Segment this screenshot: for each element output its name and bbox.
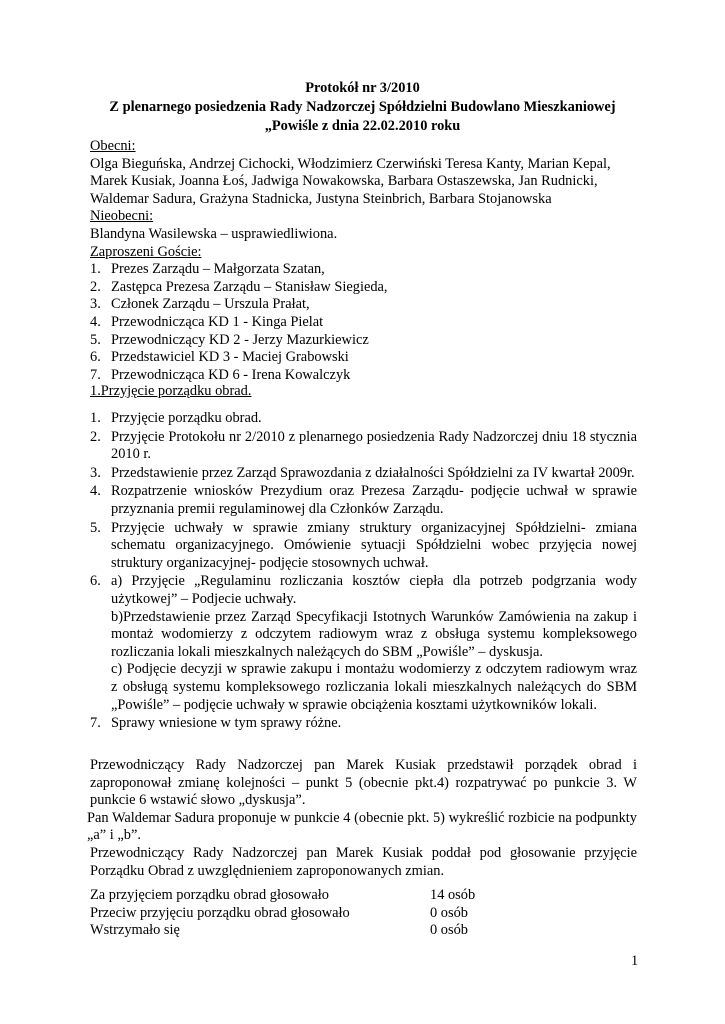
absent-text: Blandyna Wasilewska – usprawiedliwiona.: [90, 225, 338, 242]
list-item: 5. Przewodniczący KD 2 - Jerzy Mazurkiewicz: [90, 331, 369, 348]
guests-list: [90, 261, 637, 384]
agenda-subitem-a: a) Przyjęcie „Regulaminu rozliczania kosztów ciepła dla potrzeb podgrzania wody użytkowej” – Podjecie uchwały.: [111, 573, 637, 607]
guests-label: Zaproszeni Goście:: [90, 243, 202, 260]
protocol-title: Protokół nr 3/2010: [305, 80, 420, 96]
agenda-item: 7. Sprawy wniesione w tym sprawy różne.: [90, 715, 342, 732]
present-line: Olga Bieguńska, Andrzej Cichocki, Włodzimierz Czerwiński Teresa Kanty, Marian Kepal,: [90, 155, 611, 172]
paragraph-sadura-proposal: Pan Waldemar Sadura proponuje w punkcie 4 (obecnie pkt. 5) wykreślić rozbicie na podpunkty „a” i „b”.: [87, 809, 637, 844]
agenda-section: [90, 410, 637, 734]
absent-label: Nieobecni:: [90, 208, 154, 225]
agenda-list: [90, 410, 637, 733]
agenda-item: 5. Przyjęcie uchwały w sprawie zmiany struktury organizacyjnej Spółdzielni- zmiana schematu organizacyjnego. Omówienie sytuacji Spółdzielni wobec przyjęcia nowej struktury organizacyjnej- podjęcie stosownych uchwał.: [90, 519, 637, 571]
agenda-item: 1. Przyjęcie porządku obrad.: [90, 410, 262, 426]
agenda-subitem-c: c) Podjęcie decyzji w sprawie zakupu i montażu wodomierzy z odczytem radiowym wraz z obsługą systemu kompleksowego rozliczania lokali mieszkalnych należących do SBM „Powiśle” – podjęcie uchwały w sprawie obciążenia kosztami użytkowników lokali.: [111, 661, 637, 713]
agenda-item: 4. Rozpatrzenie wniosków Prezydium oraz Prezesa Zarządu- podjęcie uchwał w sprawie przyznania premii regulaminowej dla Członków Zarządu.: [90, 483, 637, 517]
list-item: 4. Przewodnicząca KD 1 - Kinga Pielat: [90, 313, 324, 330]
vote-results: [90, 887, 510, 940]
list-item: 3. Członek Zarządu – Urszula Prałat,: [90, 296, 310, 313]
agenda-item: 6. a) Przyjęcie „Regulaminu rozliczania kosztów ciepła dla potrzeb podgrzania wody użytkowej” – Podjecie uchwały. b)Przedstawienie przez Zarząd Specyfikacji Istotnych Warunków Zamówienia na zakup i montaż wodomierzy z odczytem radiowym wraz z obsługa systemu kompleksowego rozliczania lokali mieszkalnych należących do SBM „Powiśle” – dyskusja. c) Podjęcie decyzji w sprawie zakupu i montażu wodomierzy z odczytem radiowym wraz z obsługą systemu kompleksowego rozliczania lokali mieszkalnych należących do SBM „Powiśle” – podjęcie uchwały w sprawie obciążenia kosztami użytkowników lokali.: [90, 573, 637, 713]
list-item: 2. Zastępca Prezesa Zarządu – Stanisław Siegieda,: [90, 278, 388, 295]
paragraph-vote-call: Przewodniczący Rady Nadzorczej pan Marek Kusiak poddał pod głosowanie przyjęcie Porządku Obrad z uwzględnieniem zaproponowanych zmian.: [90, 844, 637, 879]
section-1-heading: 1.Przyjęcie porządku obrad.: [90, 383, 252, 399]
vote-row: Wstrzymało się 0 osób: [90, 922, 468, 939]
paragraph-chairman-proposal: Przewodniczący Rady Nadzorczej pan Marek Kusiak przedstawił porządek obrad i zaproponował zmianę kolejności – punkt 5 (obecnie pkt.4) rozpatrywać po punkcie 3. W punkcie 6 wstawić słowo „dyskusja”.: [90, 757, 637, 809]
vote-row: Przeciw przyjęciu porządku obrad głosowało 0 osób: [90, 904, 468, 921]
protocol-subtitle: Z plenarnego posiedzenia Rady Nadzorczej Spółdzielni Budowlano Mieszkaniowej: [109, 99, 616, 115]
agenda-item: 2. Przyjęcie Protokołu nr 2/2010 z plenarnego posiedzenia Rady Nadzorczej dniu 18 stycznia 2010 r.: [90, 428, 637, 463]
page-number: 1: [631, 953, 639, 969]
present-line: Marek Kusiak, Joanna Łoś, Jadwiga Nowakowska, Barbara Ostaszewska, Jan Rudnicki,: [90, 173, 598, 190]
agenda-subitem-b: b)Przedstawienie przez Zarząd Specyfikacji Istotnych Warunków Zamówienia na zakup i montaż wodomierzy z odczytem radiowym wraz z obsługa systemu kompleksowego rozliczania lokali mieszkalnych należących do SBM „Powiśle” – dyskusja.: [111, 608, 637, 660]
list-item: 6. Przedstawiciel KD 3 - Maciej Grabowski: [90, 349, 349, 366]
present-line: Waldemar Sadura, Grażyna Stadnicka, Justyna Steinbrich, Barbara Stojanowska: [90, 190, 552, 207]
present-label: Obecni:: [90, 138, 136, 154]
list-item: 7. Przewodnicząca KD 6 - Irena Kowalczyk: [90, 366, 351, 383]
vote-row: Za przyjęciem porządku obrad głosowało 14 osób: [90, 887, 476, 903]
list-item: 1. Prezes Zarządu – Małgorzata Szatan,: [90, 261, 325, 278]
agenda-item: 3. Przedstawienie przez Zarząd Sprawozdania z działalności Spółdzielni za IV kwartał 2009r.: [90, 464, 635, 481]
protocol-date-line: „Powiśle z dnia 22.02.2010 roku: [264, 118, 461, 134]
attendance-section: [90, 138, 637, 384]
discussion-section: [87, 757, 637, 880]
